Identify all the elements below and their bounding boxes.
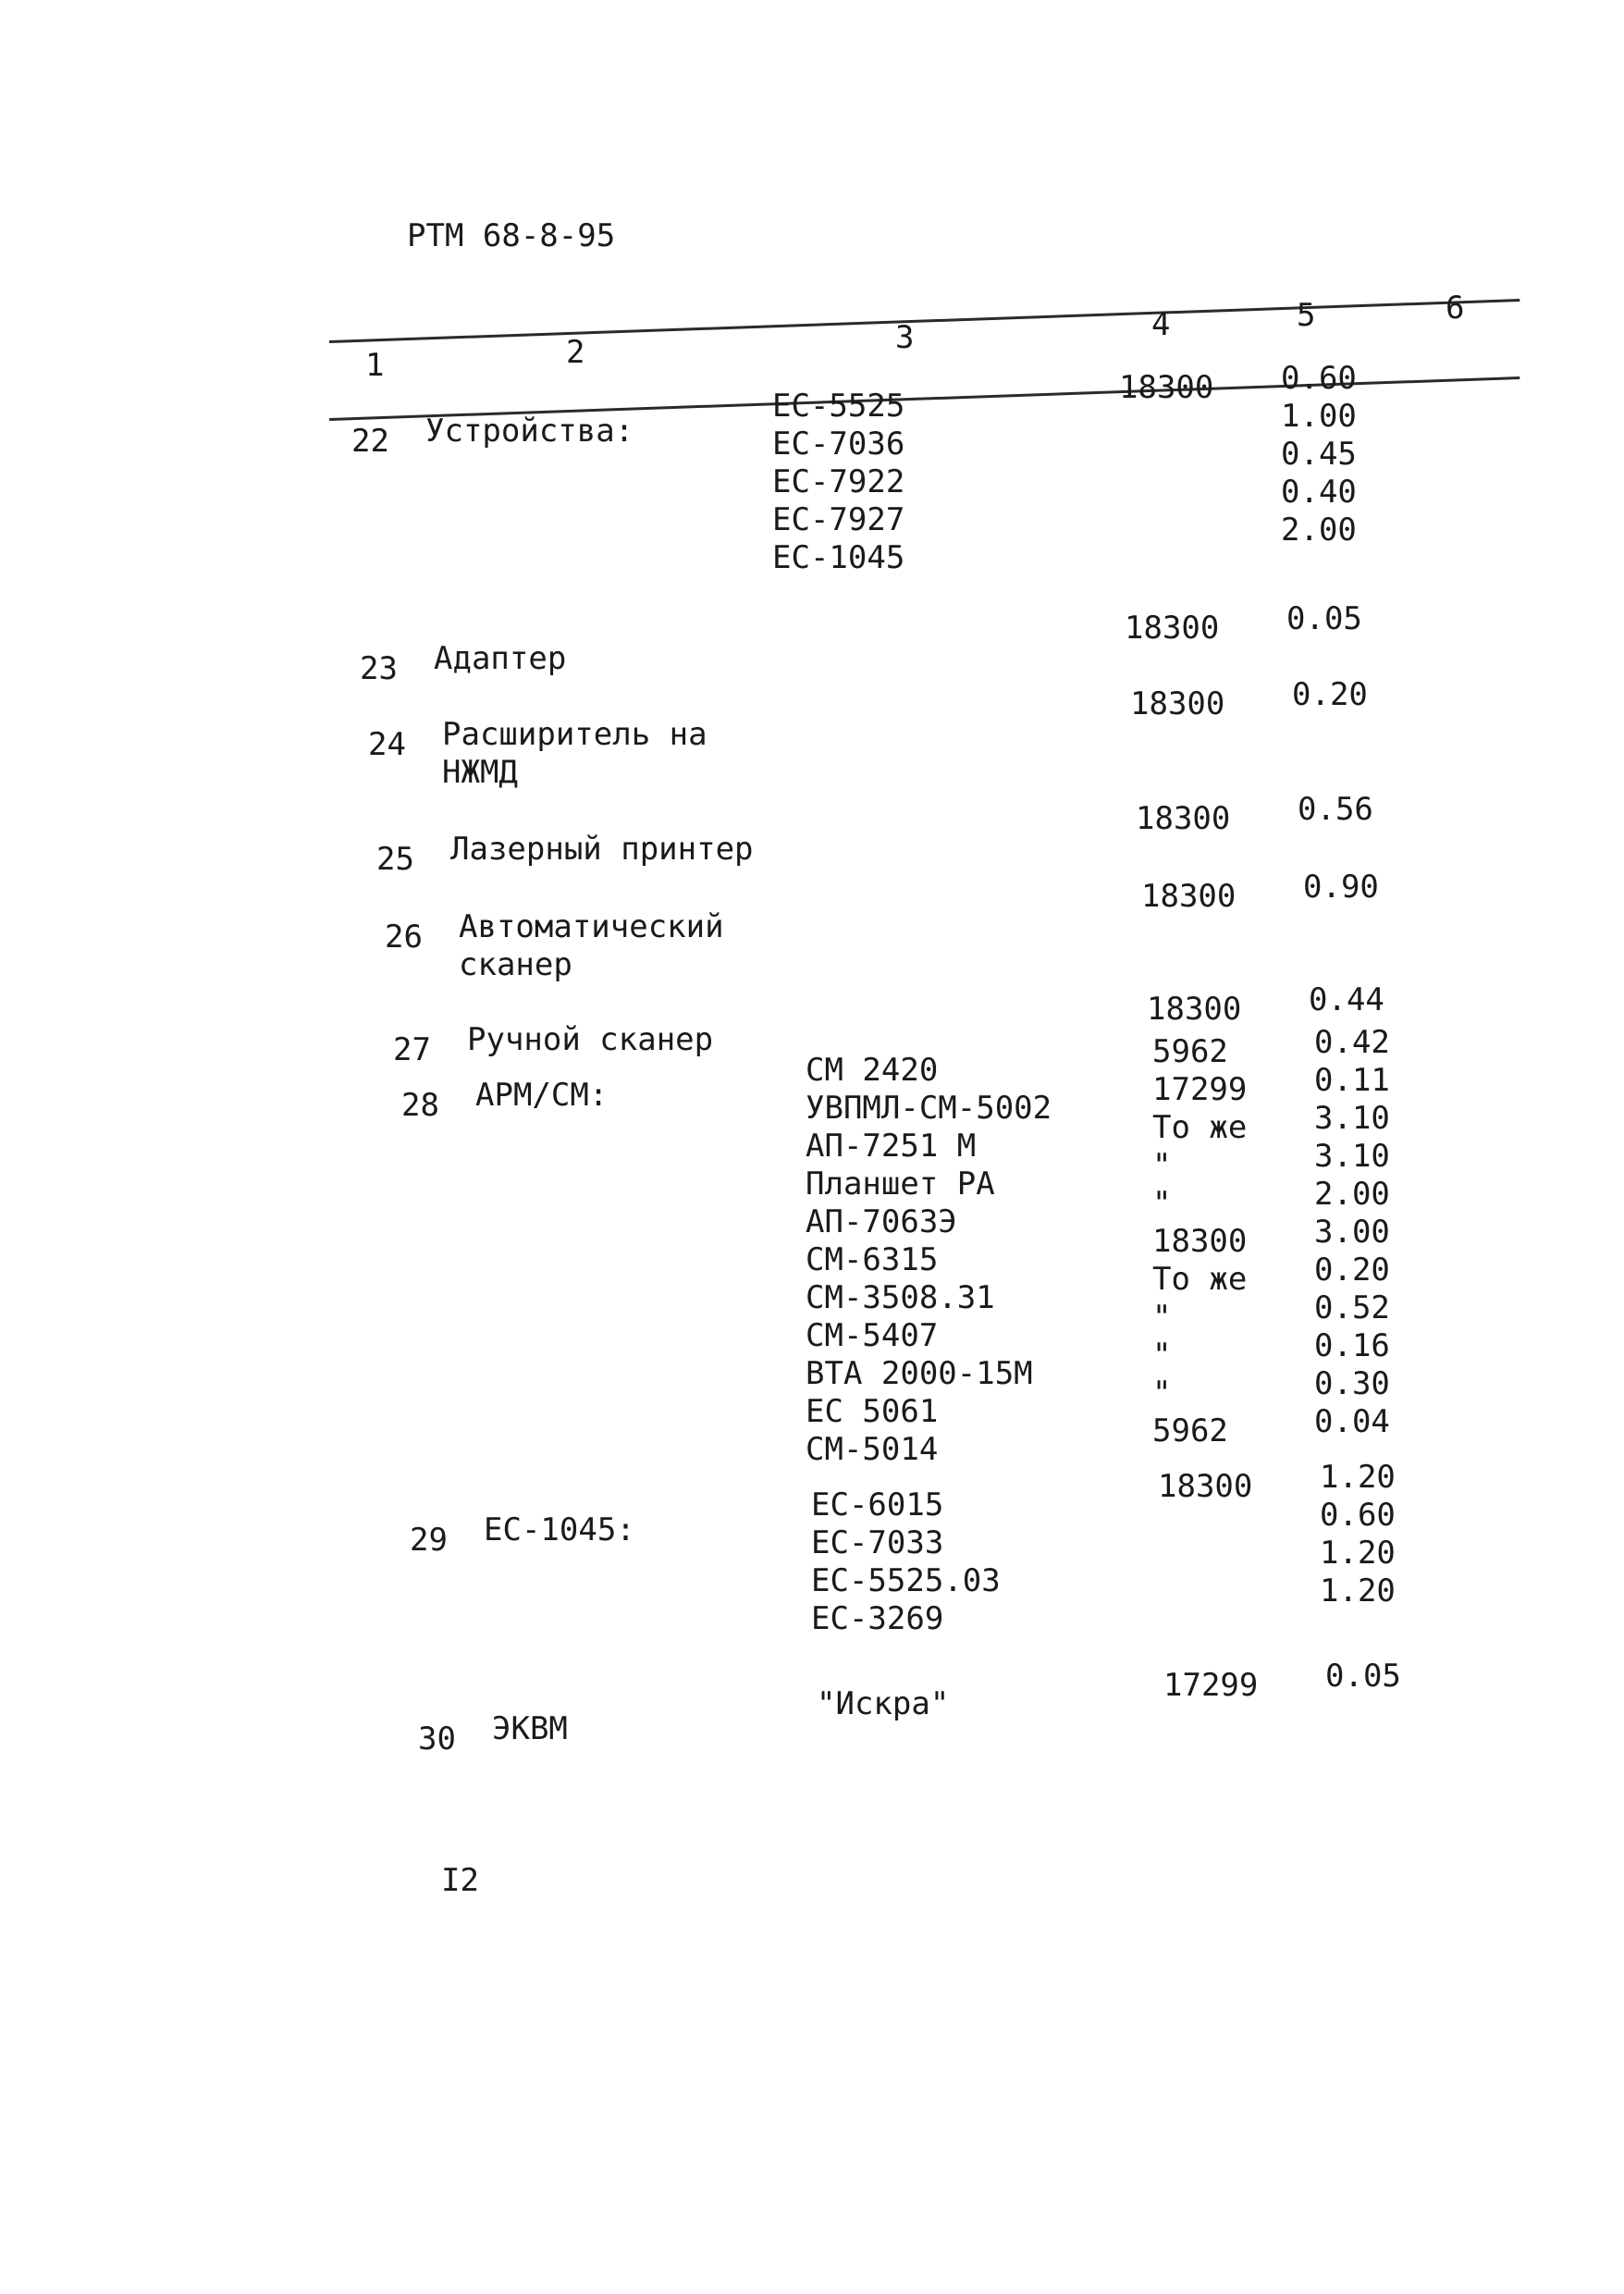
item-name: ЕС-1045: — [484, 1511, 635, 1549]
model-cell: "Искра" — [817, 1684, 950, 1722]
col5-cell: 0.30 — [1314, 1364, 1390, 1402]
col5-cell: 1.20 — [1320, 1534, 1396, 1572]
model-cell: ЕС-7033 — [811, 1523, 944, 1561]
col4-cell: 18300 — [1130, 685, 1225, 723]
row-number: 28 — [401, 1087, 439, 1124]
col4-cell: 18300 — [1119, 369, 1214, 407]
column-header: 2 — [566, 334, 585, 371]
col5-cell: 0.90 — [1303, 868, 1379, 906]
model-cell: АП-7063Э — [806, 1202, 957, 1240]
col5-cell: 1.20 — [1320, 1572, 1396, 1610]
col5-cell: 0.52 — [1314, 1289, 1390, 1326]
col5-cell: 2.00 — [1314, 1175, 1390, 1213]
col5-cell: 1.00 — [1281, 397, 1357, 435]
model-cell: ЕС-7927 — [772, 500, 905, 538]
col4-cell: То же — [1152, 1261, 1248, 1299]
doc-code: РТМ 68-8-95 — [407, 217, 616, 254]
model-cell: АП-7251 М — [806, 1127, 977, 1165]
row-number: 27 — [393, 1031, 431, 1068]
model-cell: СМ 2420 — [806, 1051, 939, 1089]
item-name: ЭКВМ — [492, 1710, 568, 1748]
item-name: сканер — [459, 946, 572, 984]
row-number: 24 — [368, 726, 406, 763]
col4-cell: 18300 — [1125, 610, 1220, 648]
col4-cell: " — [1152, 1299, 1172, 1337]
col5-cell: 3.10 — [1314, 1099, 1390, 1137]
col4-cell: 18300 — [1136, 800, 1231, 838]
col4-cell: " — [1152, 1375, 1172, 1412]
model-cell: ЕС-6015 — [811, 1486, 944, 1523]
model-cell: ЕС-3269 — [811, 1599, 944, 1637]
col5-cell: 0.56 — [1298, 790, 1373, 828]
row-number: 26 — [385, 919, 423, 956]
col5-cell: 0.05 — [1325, 1657, 1401, 1695]
model-cell: ЕС-5525.03 — [811, 1561, 1001, 1599]
model-cell: Планшет РА — [806, 1165, 995, 1202]
col5-cell: 0.04 — [1314, 1402, 1390, 1440]
col4-cell: " — [1152, 1185, 1172, 1223]
page-number: I2 — [441, 1862, 479, 1899]
col4-cell: " — [1152, 1147, 1172, 1185]
model-cell: СМ-3508.31 — [806, 1278, 995, 1316]
row-number: 22 — [351, 423, 389, 460]
item-name: Расширитель на — [442, 716, 707, 754]
col4-cell: 5962 — [1152, 1033, 1228, 1071]
col5-cell: 1.20 — [1320, 1458, 1396, 1496]
model-cell: СМ-6315 — [806, 1240, 939, 1278]
col5-cell: 0.40 — [1281, 473, 1357, 511]
model-cell: СМ-5014 — [806, 1430, 939, 1468]
item-name: АРМ/СМ: — [475, 1077, 609, 1115]
item-name: Ручной сканер — [467, 1021, 714, 1059]
col5-cell: 0.11 — [1314, 1061, 1390, 1099]
model-cell: УВПМЛ-СМ-5002 — [806, 1089, 1052, 1127]
col5-cell: 3.10 — [1314, 1137, 1390, 1175]
col4-cell: 18300 — [1141, 878, 1236, 916]
col5-cell: 0.42 — [1314, 1023, 1390, 1061]
model-cell: ЕС-1045 — [772, 538, 905, 576]
row-number: 25 — [376, 841, 414, 878]
item-name: Автоматический — [459, 908, 724, 946]
col4-cell: 18300 — [1152, 1223, 1248, 1261]
model-cell: СМ-5407 — [806, 1316, 939, 1354]
model-cell: ЕС-7922 — [772, 462, 905, 500]
header-top-rule — [329, 299, 1519, 343]
column-header: 4 — [1151, 306, 1171, 343]
row-number: 29 — [410, 1522, 448, 1559]
col5-cell: 2.00 — [1281, 511, 1357, 549]
model-cell: ЕС-7036 — [772, 425, 905, 462]
model-cell: ЕС-5525 — [772, 387, 905, 425]
row-number: 23 — [360, 650, 398, 687]
col4-cell: 18300 — [1158, 1468, 1253, 1506]
col5-cell: 0.20 — [1314, 1251, 1390, 1289]
col4-cell: " — [1152, 1337, 1172, 1375]
col5-cell: 0.05 — [1286, 599, 1362, 637]
col5-cell: 0.44 — [1309, 980, 1384, 1018]
col4-cell: 18300 — [1147, 991, 1242, 1029]
item-name: НЖМД — [442, 754, 518, 792]
column-header: 1 — [365, 347, 385, 384]
item-name: Адаптер — [434, 640, 567, 678]
model-cell: ЕС 5061 — [806, 1392, 939, 1430]
col5-cell: 0.45 — [1281, 435, 1357, 473]
column-header: 5 — [1297, 297, 1316, 334]
col5-cell: 0.60 — [1320, 1496, 1396, 1534]
model-cell: ВТА 2000-15М — [806, 1354, 1033, 1392]
row-number: 30 — [418, 1720, 456, 1758]
item-name: Устройства: — [425, 413, 634, 450]
col4-cell: То же — [1152, 1109, 1248, 1147]
col4-cell: 17299 — [1163, 1667, 1259, 1705]
col5-cell: 0.60 — [1281, 359, 1357, 397]
column-header: 6 — [1446, 290, 1465, 327]
column-header: 3 — [895, 319, 915, 356]
col4-cell: 5962 — [1152, 1412, 1228, 1450]
col5-cell: 0.20 — [1292, 675, 1368, 713]
col4-cell: 17299 — [1152, 1071, 1248, 1109]
col5-cell: 0.16 — [1314, 1326, 1390, 1364]
col5-cell: 3.00 — [1314, 1213, 1390, 1251]
item-name: Лазерный принтер — [450, 831, 754, 869]
